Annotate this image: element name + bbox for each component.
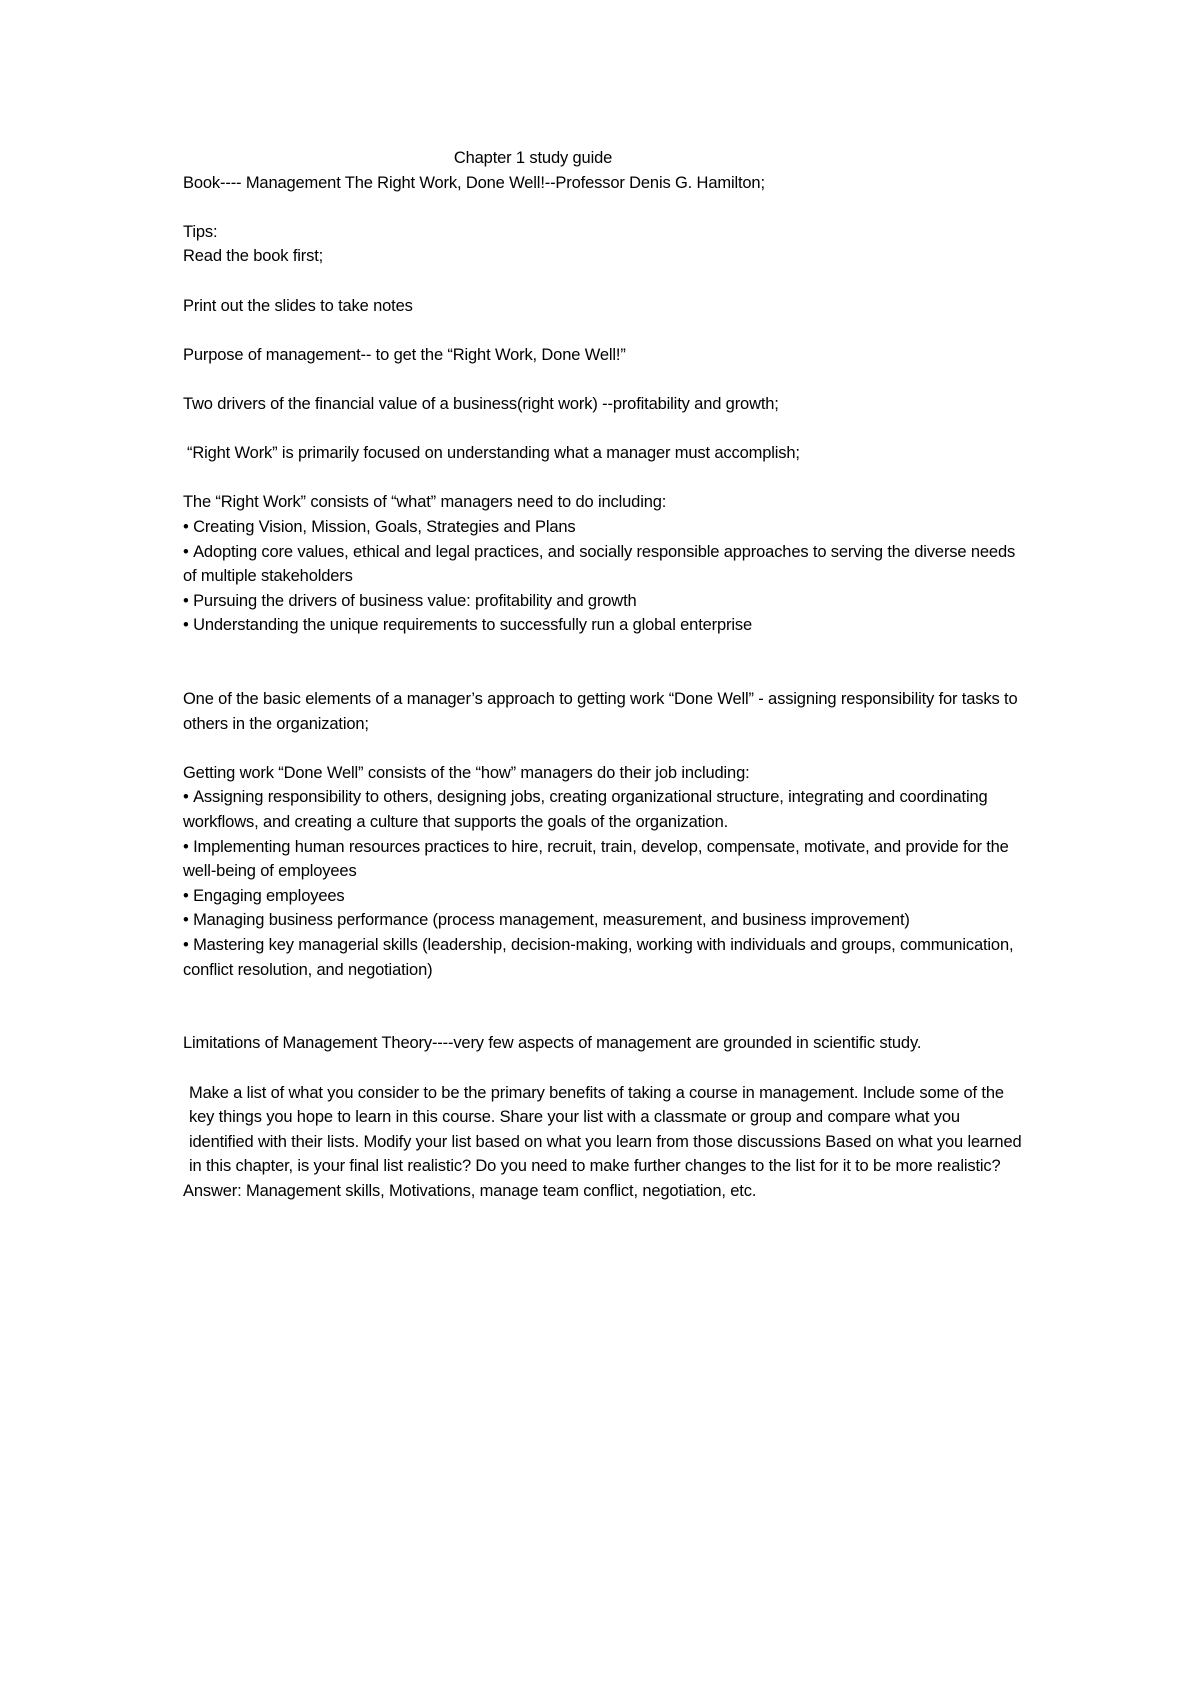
purpose-paragraph: Purpose of management-- to get the “Right Work, Done Well!”: [183, 345, 626, 364]
right-work-focus-paragraph: “Right Work” is primarily focused on understanding what a manager must accomplish;: [187, 444, 800, 463]
done-well-bullet: • Implementing human resources practices to hire, recruit, train, develop, compensate, motivate, and provide for the well-being of employees: [183, 835, 1023, 884]
tip-print: Print out the slides to take notes: [183, 296, 413, 315]
two-drivers-paragraph: Two drivers of the financial value of a business(right work) --profitability and growth;: [183, 394, 779, 413]
right-work-intro: The “Right Work” consists of “what” managers need to do including:: [183, 493, 667, 512]
basic-elements-paragraph: One of the basic elements of a manager’s approach to getting work “Done Well” - assigning responsibility for tasks to others in the organization;: [183, 690, 1018, 733]
spacer: [183, 417, 1023, 442]
spacer: [183, 318, 1023, 343]
spacer: [183, 638, 1023, 687]
tips-label: Tips:: [183, 222, 218, 241]
book-line: Book---- Management The Right Work, Done Well!--Professor Denis G. Hamilton;: [183, 173, 765, 192]
done-well-intro: Getting work “Done Well” consists of the “how” managers do their job including:: [183, 763, 750, 782]
spacer: [183, 367, 1023, 392]
right-work-bullet: • Adopting core values, ethical and legal practices, and socially responsible approaches to serving the diverse needs of multiple stakeholders: [183, 540, 1023, 589]
done-well-bullet: • Mastering key managerial skills (leadership, decision-making, working with individuals and groups, communication, conflict resolution, and negotiation): [183, 933, 1023, 982]
spacer: [183, 269, 1023, 294]
spacer: [183, 982, 1023, 1031]
spacer: [183, 736, 1023, 761]
done-well-bullet: • Engaging employees: [183, 884, 1023, 909]
spacer: [183, 195, 1023, 220]
spacer: [183, 466, 1023, 491]
right-work-bullet: • Understanding the unique requirements to successfully run a global enterprise: [183, 613, 1023, 638]
done-well-bullet: • Managing business performance (process management, measurement, and business improvement): [183, 908, 1023, 933]
question-paragraph: Make a list of what you consider to be the primary benefits of taking a course in management. Include some of the key things you hope to learn in this course. Share your list with a classmate or group and compare what you identified with their lists. Modify your list based on what you learn from those discussions Based on what you learned in this chapter, is your final list realistic? Do you need to make further changes to the list for it to be more realistic?: [189, 1083, 1022, 1176]
page-title: Chapter 1 study guide: [453, 149, 613, 167]
tip-read: Read the book first;: [183, 247, 324, 266]
right-work-bullet: • Creating Vision, Mission, Goals, Strategies and Plans: [183, 515, 1023, 540]
document-body: [183, 146, 1023, 1204]
right-work-bullet: • Pursuing the drivers of business value: profitability and growth: [183, 589, 1023, 614]
answer-paragraph: Answer: Management skills, Motivations, manage team conflict, negotiation, etc.: [183, 1181, 757, 1200]
done-well-bullet: • Assigning responsibility to others, designing jobs, creating organizational structure, integrating and coordinating workflows, and creating a culture that supports the goals of the organization.: [183, 785, 1023, 834]
spacer: [183, 1056, 1023, 1081]
limitations-paragraph: Limitations of Management Theory----very few aspects of management are grounded in scientific study.: [183, 1034, 922, 1053]
